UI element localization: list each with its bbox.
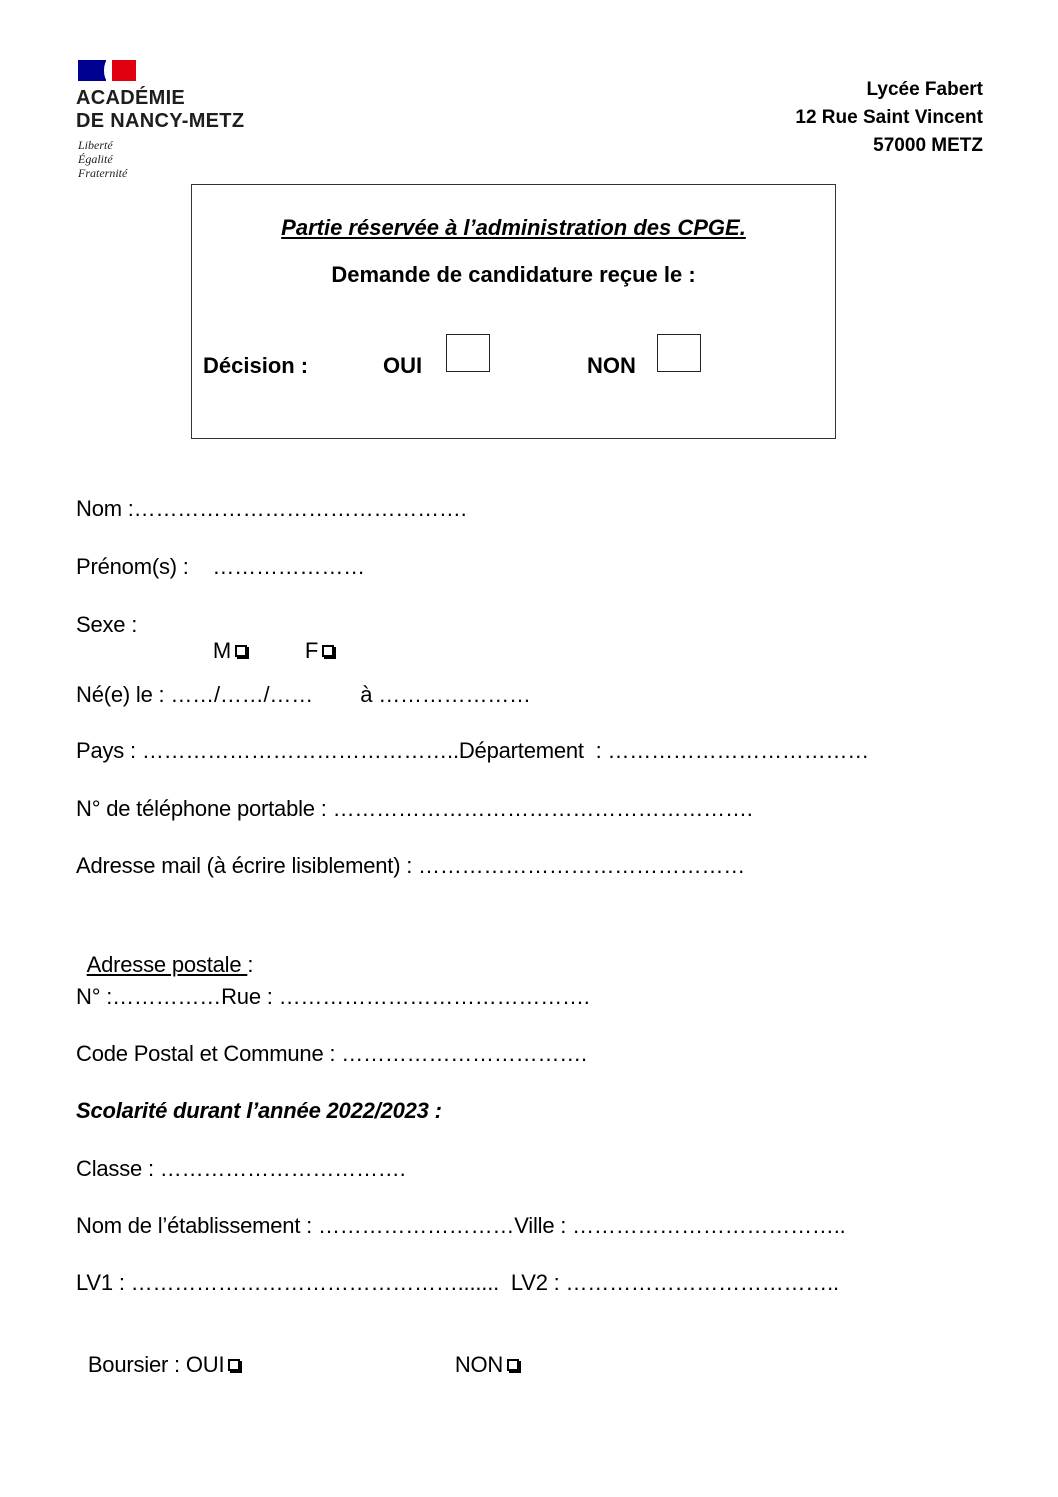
school-address [795,76,983,160]
marianne-flag-icon [78,60,136,81]
scolarite-heading: Scolarité durant l’année 2022/2023 : [76,1098,442,1123]
boursier-non-option[interactable] [443,1326,519,1378]
admin-title: Partie réservée à l’administration des CPGE. [281,215,746,240]
admin-reserved-box [191,184,836,439]
adresse-postale-heading [76,926,253,978]
numero-rue-field[interactable]: N° :……………Rue : ……………………………………. [76,984,590,1009]
boursier-non-checkbox-icon[interactable] [507,1359,519,1371]
telephone-field[interactable]: N° de téléphone portable : …………………………………………………. [76,796,753,821]
sexe-f-option[interactable] [293,612,334,664]
adresse-postale-colon: : [247,952,254,977]
school-street: 12 Rue Saint Vincent [795,107,983,128]
adresse-postale-label: Adresse postale [86,952,248,977]
motto-egalite: Égalité [78,152,113,166]
motto-liberte: Liberté [78,138,113,152]
boursier-oui-option[interactable] [76,1326,240,1378]
pays-departement-field[interactable]: Pays : ……………………………………..Département : ……………………………… [76,738,870,763]
decision-non-label: NON [587,353,636,378]
sexe-m-label: M [212,638,231,663]
boursier-oui-checkbox-icon[interactable] [228,1359,240,1371]
mail-field[interactable]: Adresse mail (à écrire lisiblement) : ……………………………………… [76,853,746,878]
school-city: 57000 METZ [873,135,983,156]
sexe-m-option[interactable] [201,612,247,664]
classe-field[interactable]: Classe : ……………………………. [76,1156,406,1181]
boursier-non-label: NON [454,1352,504,1377]
naissance-field[interactable]: Né(e) le : ……/……/…… à ………………… [76,682,531,707]
decision-label: Décision : [203,353,309,378]
logo-line-2: DE NANCY-METZ [76,110,245,132]
decision-oui-label: OUI [383,353,423,378]
logo-line-1: ACADÉMIE [76,87,186,109]
prenom-field[interactable]: Prénom(s) : ………………… [76,554,365,579]
boursier-oui-label: Boursier : OUI [87,1352,225,1377]
sexe-m-checkbox-icon[interactable] [235,645,247,657]
sexe-f-checkbox-icon[interactable] [322,645,334,657]
academie-logo [62,48,292,198]
sexe-label: Sexe : [76,612,138,637]
etablissement-field[interactable]: Nom de l’établissement : ………………………Ville : ……………………………….. [76,1213,846,1238]
code-postal-field[interactable]: Code Postal et Commune : ……………………………. [76,1041,587,1066]
langues-field[interactable]: LV1 : ………………………………………....... LV2 : ……………………………….. [76,1270,839,1295]
admin-received-label: Demande de candidature reçue le : [331,262,696,287]
decision-oui-checkbox[interactable] [446,334,490,372]
school-name: Lycée Fabert [866,79,983,100]
motto-fraternite: Fraternité [78,166,128,180]
decision-non-checkbox[interactable] [657,334,701,372]
nom-field[interactable]: Nom :………………………………………. [76,496,467,521]
sexe-f-label: F [304,638,319,663]
